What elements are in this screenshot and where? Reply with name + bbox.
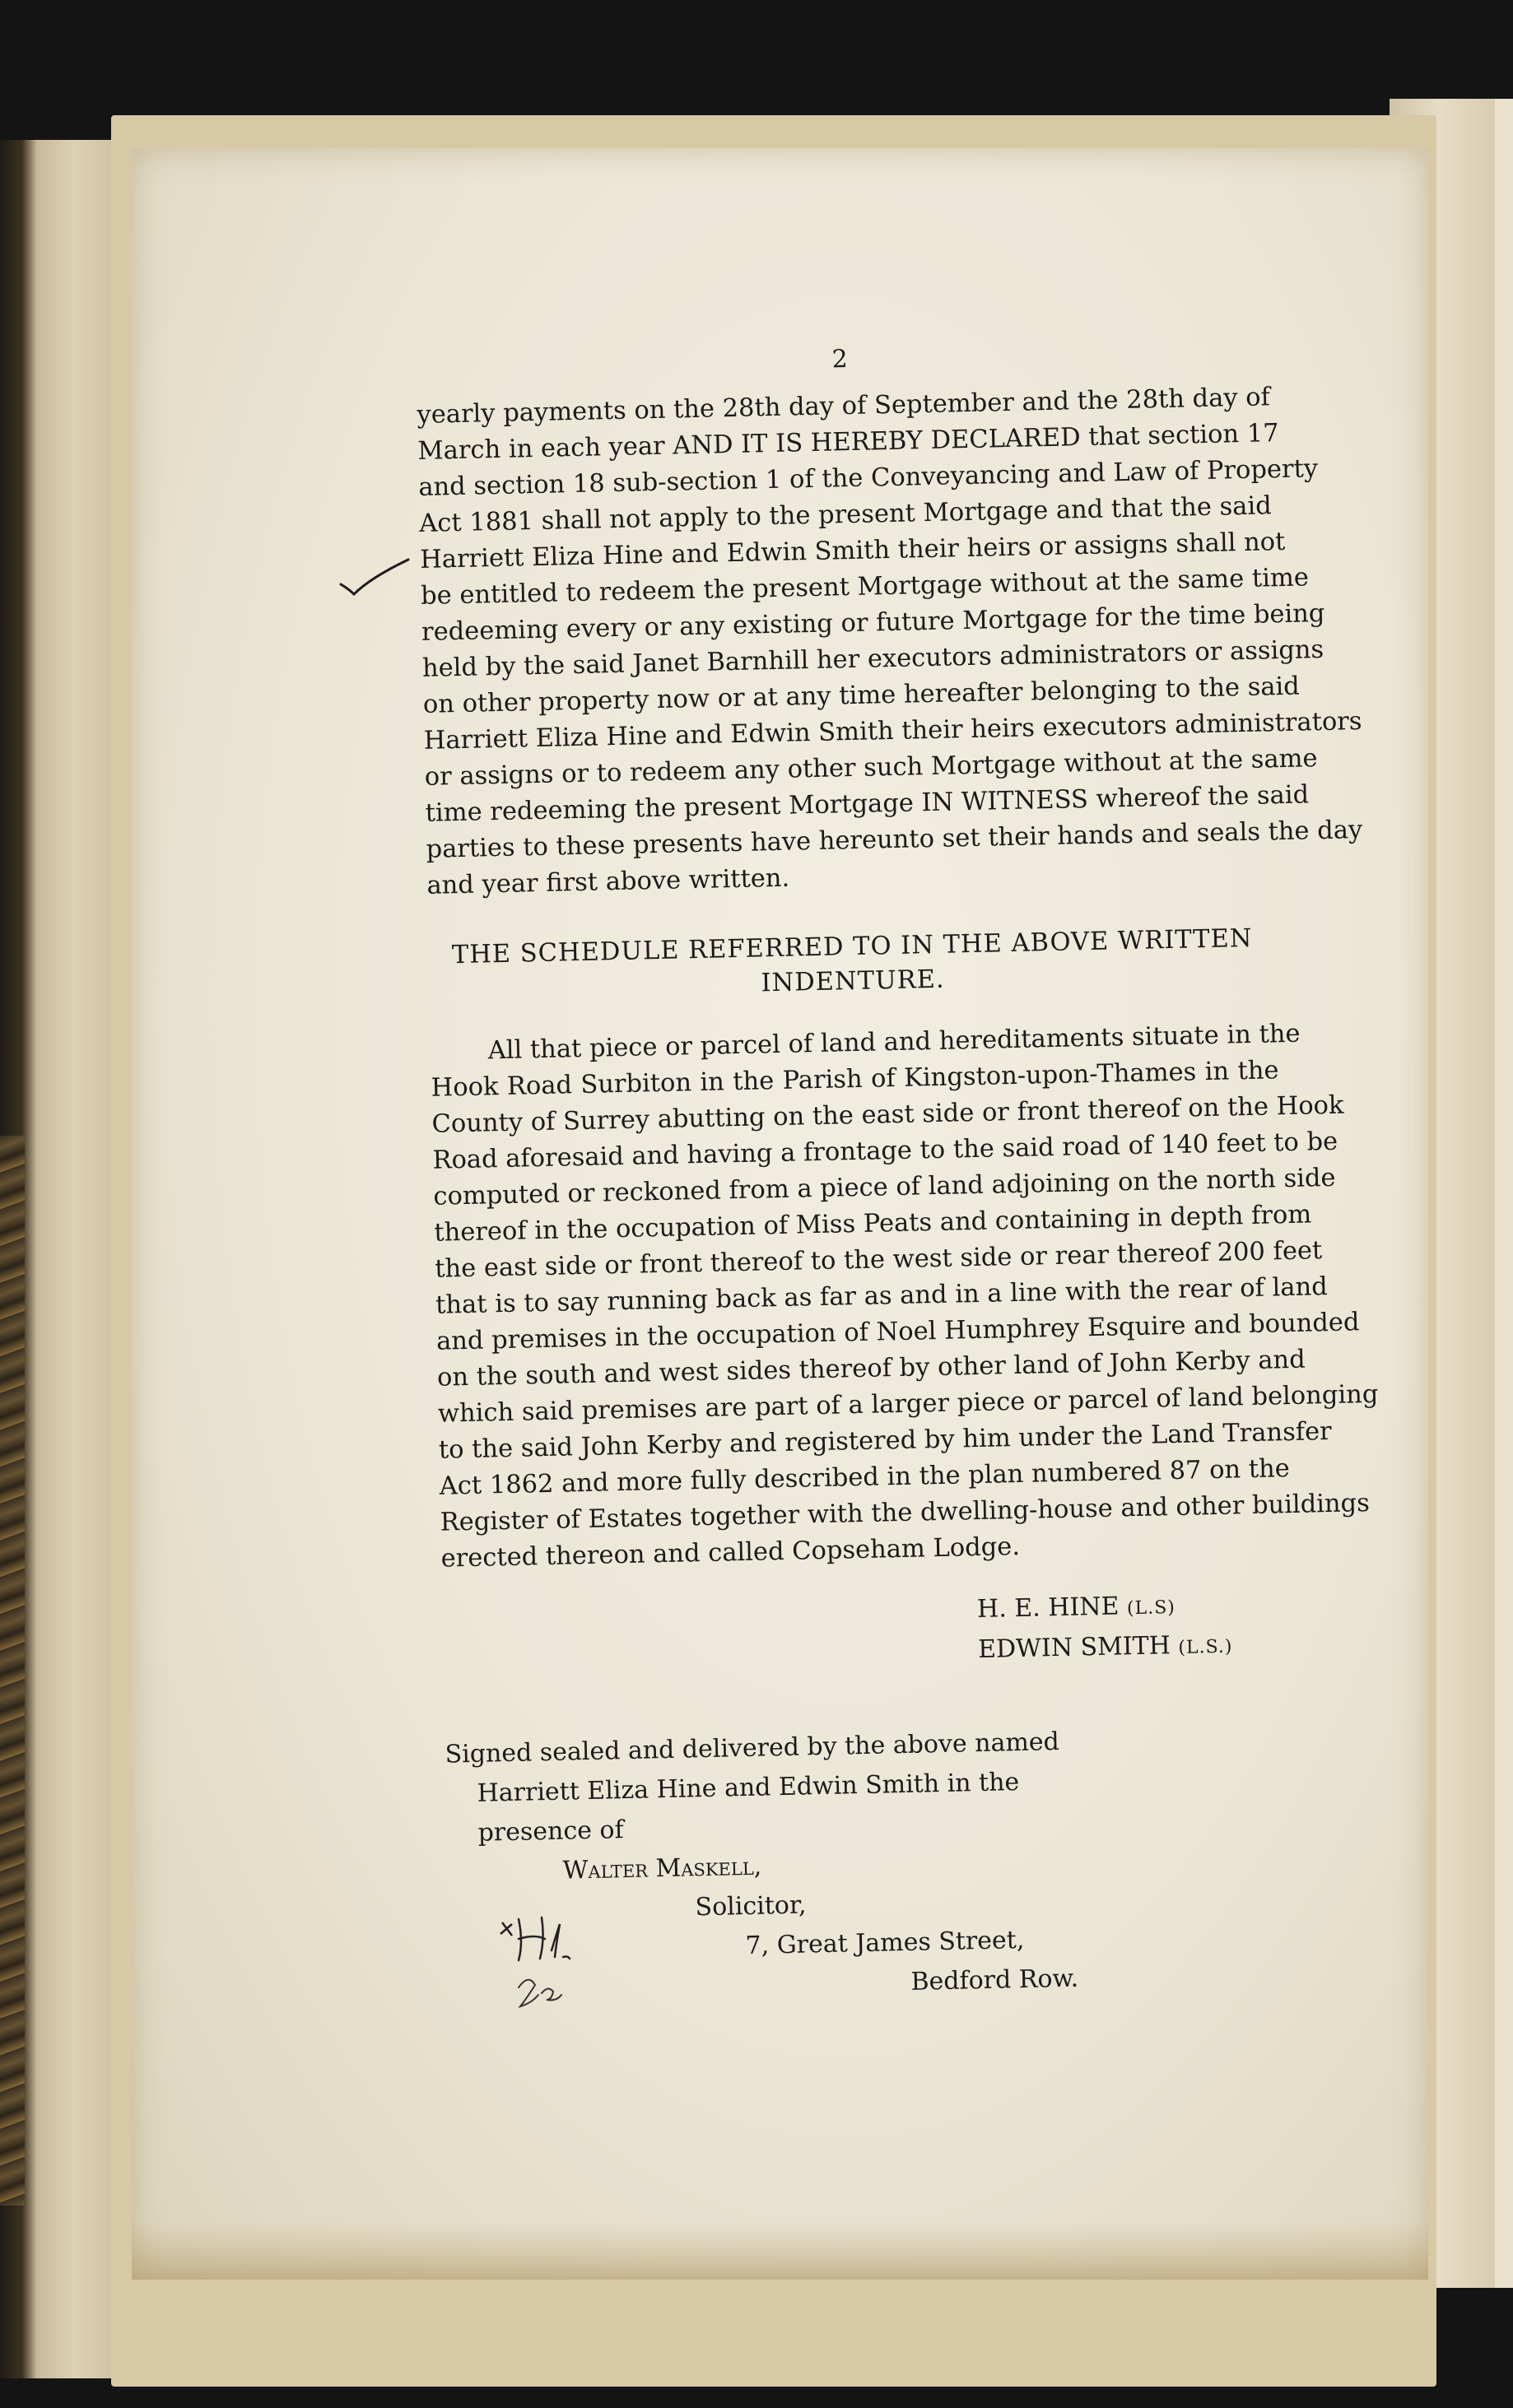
text-line: March in each year AND IT IS HEREBY DECLARED that section 17: [417, 419, 1279, 466]
text-line: which said premises are part of a larger piece or parcel of land belonging: [437, 1379, 1379, 1429]
attestation-line: presence of: [477, 1815, 625, 1848]
page-bottom-stain: [132, 2222, 1428, 2280]
text-line: the east side or front thereof to the west side or rear thereof 200 feet: [434, 1236, 1323, 1284]
text-line: Harriett Eliza Hine and Edwin Smith their heirs or assigns shall not: [419, 527, 1286, 574]
signatory-name: EDWIN SMITH: [977, 1631, 1171, 1665]
text-line: Act 1862 and more fully described in the plan numbered 87 on the: [439, 1454, 1291, 1501]
handwritten-initials: [494, 1909, 617, 2024]
seal-mark: (L.S): [1126, 1597, 1176, 1620]
right-page-edge: [1495, 99, 1513, 2288]
marbled-cover-edge: [0, 1136, 25, 2206]
text-line: on other property now or at any time hereafter belonging to the said: [422, 672, 1301, 719]
document-text: [416, 336, 1379, 2011]
schedule-heading-line: INDENTURE.: [761, 965, 945, 998]
text-line: All that piece or parcel of land and hereditaments situate in the: [487, 1019, 1301, 1066]
text-line: County of Surrey abutting on the east side or front thereof on the Hook: [431, 1090, 1344, 1139]
text-line: on the south and west sides thereof by other land of John Kerby and: [436, 1345, 1306, 1392]
signatory-name: H. E. HINE: [976, 1592, 1120, 1625]
signature-line: [978, 1625, 1292, 1671]
text-line: held by the said Janet Barnhill her executors administrators or assigns: [421, 635, 1324, 683]
text-line: Register of Estates together with the dwelling-house and other buildings: [440, 1489, 1371, 1537]
witness-address: 7, Great James Street,: [745, 1925, 1025, 1961]
witness-title: Solicitor,: [695, 1890, 807, 1922]
text-line: thereof in the occupation of Miss Peats and containing in depth from: [434, 1200, 1312, 1248]
text-line: parties to these presents have hereunto set their hands and seals the day: [426, 816, 1363, 864]
text-line: or assigns or to redeem any other such Mortgage without at the same: [424, 744, 1318, 792]
text-line: Hook Road Surbiton in the Parish of Kingston-upon-Thames in the: [431, 1056, 1279, 1103]
text-line: be entitled to redeem the present Mortgage without at the same time: [420, 563, 1310, 611]
text-line: time redeeming the present Mortgage IN WITNESS whereof the said: [425, 780, 1310, 828]
schedule-paragraph: [430, 1016, 1379, 1577]
attestation-line: Harriett Eliza Hine and Edwin Smith in the: [477, 1768, 1020, 1808]
text-line: and premises in the occupation of Noel Humphrey Esquire and bounded: [435, 1308, 1360, 1356]
text-line: Act 1881 shall not apply to the present Mortgage and that the said: [418, 491, 1273, 538]
text-line: Road aforesaid and having a frontage to the said road of 140 feet to be: [432, 1127, 1338, 1175]
text-line: erected thereon and called Copseham Lodge.: [440, 1532, 1021, 1574]
text-line: that is to say running back as far as and in a line with the rear of land: [435, 1272, 1329, 1320]
page-number: 2: [831, 345, 849, 374]
attestation-line: Signed sealed and delivered by the above named: [445, 1727, 1060, 1769]
witness-address: Bedford Row.: [910, 1964, 1079, 1997]
signature-block: [977, 1584, 1292, 1671]
text-line: and section 18 sub-section 1 of the Conveyancing and Law of Property: [418, 454, 1319, 502]
seal-mark: (L.S.): [1178, 1636, 1233, 1658]
margin-check-mark: [338, 553, 412, 602]
witness-name: Walter Maskell,: [562, 1852, 762, 1885]
schedule-heading: [428, 921, 1278, 1008]
schedule-heading-line: THE SCHEDULE REFERRED TO IN THE ABOVE WRITTEN: [451, 923, 1253, 970]
signature-line: [977, 1584, 1291, 1631]
text-line: to the said John Kerby and registered by him under the Land Transfer: [438, 1416, 1333, 1465]
text-line: Harriett Eliza Hine and Edwin Smith their heirs executors administrators: [423, 707, 1362, 755]
text-line: redeeming every or any existing or future Mortgage for the time being: [421, 598, 1325, 647]
text-line: computed or reckoned from a piece of land adjoining on the north side: [433, 1163, 1336, 1211]
mortgage-clause-paragraph: [417, 379, 1363, 904]
text-line: yearly payments on the 28th day of September and the 28th day of: [417, 383, 1271, 430]
text-line: and year first above written.: [426, 863, 790, 900]
